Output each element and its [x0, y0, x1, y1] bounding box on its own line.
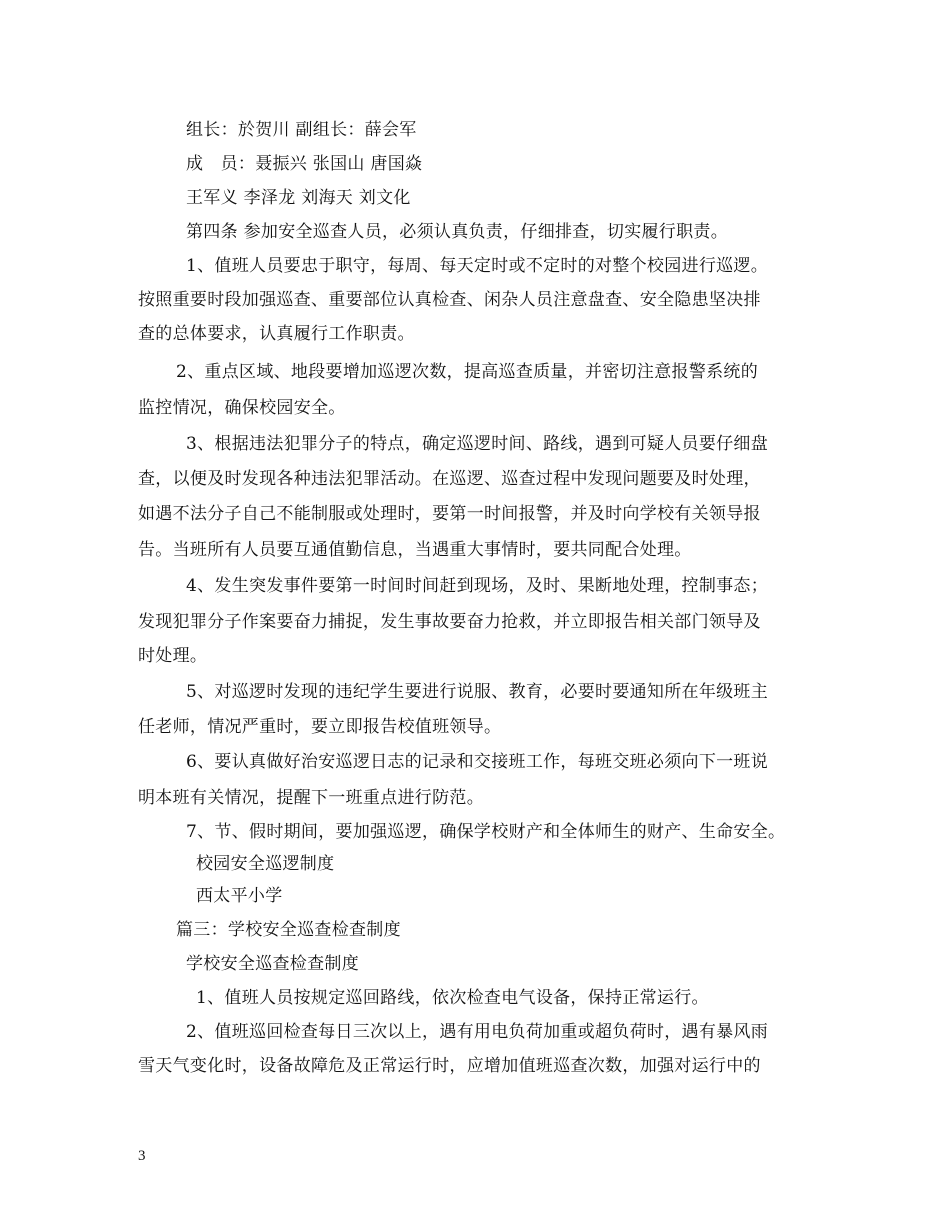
text-line: 组长：於贺川 副组长：薛会军 [186, 120, 417, 140]
text-line: 5、对巡逻时发现的违纪学生要进行说服、教育，必要时要通知所在年级班主 [186, 682, 769, 702]
text-line: 查的总体要求，认真履行工作职责。 [138, 324, 415, 344]
text-line: 明本班有关情况，提醒下一班重点进行防范。 [138, 788, 484, 808]
text-line: 时处理。 [138, 646, 208, 666]
text-line: 4、发生突发事件要第一时间时间赶到现场，及时、果断地处理，控制事态； [186, 576, 769, 596]
text-line: 1、值班人员按规定巡回路线，依次检查电气设备，保持正常运行。 [196, 988, 709, 1008]
text-line: 查，以便及时发现各种违法犯罪活动。在巡逻、巡查过程中发现问题要及时处理， [138, 469, 761, 489]
section-heading: 篇三：学校安全巡查检查制度 [176, 920, 401, 940]
text-line: 第四条 参加安全巡查人员，必须认真负责，仔细排查，切实履行职责。 [186, 222, 729, 242]
text-line: 7、节、假时期间，要加强巡逻，确保学校财产和全体师生的财产、生命安全。 [186, 822, 786, 842]
text-line: 告。当班所有人员要互通值勤信息，当遇重大事情时，要共同配合处理。 [138, 540, 692, 560]
text-line: 雪天气变化时，设备故障危及正常运行时，应增加值班巡查次数，加强对运行中的 [138, 1056, 761, 1076]
text-line: 3、根据违法犯罪分子的特点，确定巡逻时间、路线，遇到可疑人员要仔细盘 [186, 434, 769, 454]
text-line: 西太平小学 [196, 886, 283, 906]
text-line: 成 员：聂振兴 张国山 唐国焱 [186, 154, 423, 174]
text-line: 2、重点区域、地段要增加巡逻次数，提高巡查质量，并密切注意报警系统的 [176, 362, 759, 382]
text-line: 按照重要时段加强巡查、重要部位认真检查、闲杂人员注意盘查、安全隐患坚决排 [138, 290, 761, 310]
section-title: 学校安全巡查检查制度 [186, 954, 359, 974]
text-line: 任老师，情况严重时，要立即报告校值班领导。 [138, 717, 502, 737]
text-line: 校园安全巡逻制度 [196, 854, 335, 874]
text-line: 发现犯罪分子作案要奋力捕捉，发生事故要奋力抢救，并立即报告相关部门领导及 [138, 612, 761, 632]
text-line: 监控情况，确保校园安全。 [138, 398, 346, 418]
text-line: 王军义 李泽龙 刘海天 刘文化 [186, 188, 411, 208]
page-number: 3 [138, 1148, 146, 1164]
text-line: 如遇不法分子自己不能制服或处理时，要第一时间报警，并及时向学校有关领导报 [138, 504, 761, 524]
text-line: 6、要认真做好治安巡逻日志的记录和交接班工作，每班交班必须向下一班说 [186, 752, 769, 772]
text-line: 1、值班人员要忠于职守，每周、每天定时或不定时的对整个校园进行巡逻。 [186, 256, 769, 276]
text-line: 2、值班巡回检查每日三次以上，遇有用电负荷加重或超负荷时，遇有暴风雨 [186, 1022, 769, 1042]
